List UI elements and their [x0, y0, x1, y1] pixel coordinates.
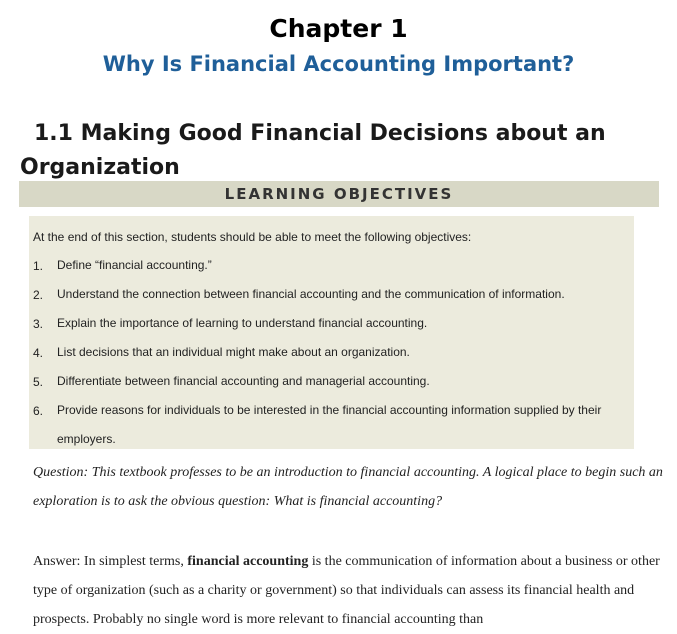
section-heading-line-2: Organization [20, 155, 180, 180]
answer-paragraph [33, 547, 663, 634]
chapter-title: Chapter 1 [269, 14, 408, 43]
section-heading [20, 117, 660, 185]
list-item-number: 2. [33, 288, 44, 302]
list-item-number: 3. [33, 317, 44, 331]
list-item-number: 4. [33, 346, 44, 360]
list-item-text: Differentiate between financial accounting and managerial accounting. [57, 374, 430, 388]
list-item-text: List decisions that an individual might make about an organization. [57, 345, 410, 359]
chapter-subtitle: Why Is Financial Accounting Important? [102, 52, 575, 76]
list-item-text: Explain the importance of learning to understand financial accounting. [57, 316, 428, 330]
answer-bold-term: financial accounting [187, 554, 309, 569]
learning-objectives-intro: At the end of this section, students should be able to meet the following objectives: [33, 230, 472, 244]
list-item [29, 404, 634, 462]
learning-objectives-list [29, 259, 634, 462]
list-item-number: 5. [33, 375, 44, 389]
section-heading-line-1: 1.1 Making Good Financial Decisions about an [34, 121, 606, 146]
learning-objectives-box [29, 216, 634, 449]
list-item-number: 6. [33, 404, 44, 418]
question-paragraph: Question: This textbook professes to be an introduction to financial accounting. A logical place to begin such an exploration is to ask the obvious question: What is financial accounting? [33, 465, 663, 509]
answer-rest: is the communication of information about a business or other type of organization (such as a charity or government) so that individuals can assess its financial health and prospects. Probably no single word is more relevant to financial accounting than [33, 554, 660, 627]
list-item-number: 1. [33, 259, 44, 273]
answer-prefix: Answer: In simplest terms, [33, 554, 188, 569]
list-item-text: Understand the connection between financial accounting and the communication of information. [57, 287, 565, 301]
list-item-text: Provide reasons for individuals to be interested in the financial accounting information supplied by their employers. [57, 403, 602, 446]
list-item-text: Define “financial accounting.” [57, 258, 212, 272]
learning-objectives-banner: LEARNING OBJECTIVES [19, 181, 659, 207]
